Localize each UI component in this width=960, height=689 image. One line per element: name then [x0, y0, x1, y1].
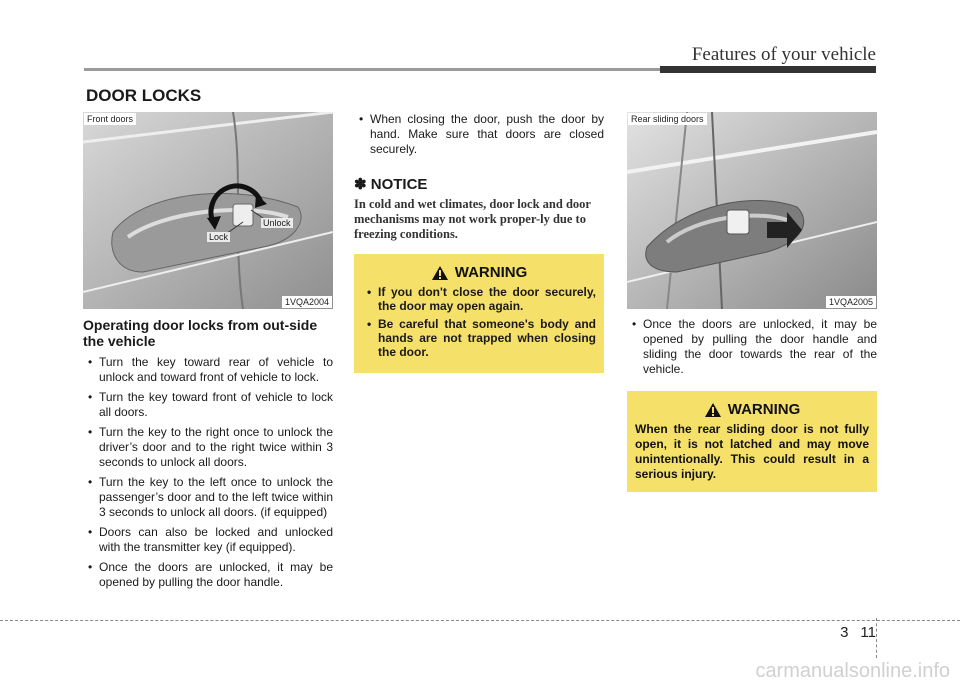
list-item: • Once the doors are unlocked, it may be opened by pulling the door handle.	[83, 560, 333, 590]
list-item: • When closing the door, push the door by hand. Make sure that doors are closed securely.	[354, 112, 604, 157]
figure-code: 1VQA2005	[826, 296, 876, 308]
rear-door-handle-illustration	[627, 112, 877, 309]
bullet-list	[83, 355, 333, 590]
list-item: • Be careful that someone's body and hands are not trapped when closing the door.	[362, 317, 596, 359]
warning-title: WARNING	[454, 264, 528, 281]
warning-list	[362, 285, 596, 359]
front-door-figure	[83, 112, 333, 309]
column-middle	[354, 112, 604, 242]
list-item: • Once the doors are unlocked, it may be opened by pulling the door handle and sliding the door towards the rear of the vehicle.	[627, 317, 877, 377]
header-rule-accent	[660, 66, 876, 73]
warning-title: WARNING	[727, 401, 801, 418]
watermark: carmanualsonline.info	[755, 660, 950, 682]
footer-rule	[0, 620, 960, 621]
unlock-callout: Unlock	[263, 218, 291, 228]
warning-text: When the rear sliding door is not fully open, it is not latched and may move unintentionally. This could result in a serious injury.	[635, 422, 869, 481]
warning-header	[635, 401, 869, 418]
header-title: Features of your vehicle	[691, 44, 876, 65]
list-item: • Turn the key to the left once to unlock the passenger’s door and to the left twice within 3 seconds to unlock all doors. (if equipped)	[83, 475, 333, 520]
notice-body: In cold and wet climates, door lock and door mechanisms may not work proper-ly due to freezing conditions.	[354, 197, 591, 241]
page-number	[840, 624, 876, 641]
list-item: • Turn the key to the right once to unlock the driver’s door and to the right twice within 3 seconds to unlock all doors.	[83, 425, 333, 470]
figure-code: 1VQA2004	[282, 296, 332, 308]
list-item: • If you don't close the door securely, the door may open again.	[362, 285, 596, 313]
figure-label: Front doors	[84, 113, 136, 125]
section-title: DOOR LOCKS	[86, 86, 202, 105]
column-right	[627, 112, 877, 382]
lock-callout: Lock	[209, 232, 229, 242]
list-item: • Doors can also be locked and unlocked with the transmitter key (if equipped).	[83, 525, 333, 555]
warning-triangle-icon	[431, 265, 449, 281]
page-number-value: 11	[860, 624, 876, 641]
list-item: • Turn the key toward front of vehicle to lock all doors.	[83, 390, 333, 420]
warning-box-sliding-door	[627, 391, 877, 492]
figure-label: Rear sliding doors	[628, 113, 707, 125]
rear-sliding-door-figure	[627, 112, 877, 309]
front-door-handle-illustration	[83, 112, 333, 309]
bullet-list	[354, 112, 604, 157]
warning-triangle-icon	[704, 402, 722, 418]
warning-box-door	[354, 254, 604, 373]
chapter-number: 3	[840, 624, 849, 641]
subheading: Operating door locks from out-side the vehicle	[83, 317, 318, 349]
warning-header	[362, 264, 596, 281]
column-left	[83, 112, 333, 595]
list-item: • Turn the key toward rear of vehicle to unlock and toward front of vehicle to lock.	[83, 355, 333, 385]
notice-title: ✽ NOTICE	[354, 176, 428, 193]
bullet-list	[627, 317, 877, 377]
footer-separator	[876, 618, 877, 658]
